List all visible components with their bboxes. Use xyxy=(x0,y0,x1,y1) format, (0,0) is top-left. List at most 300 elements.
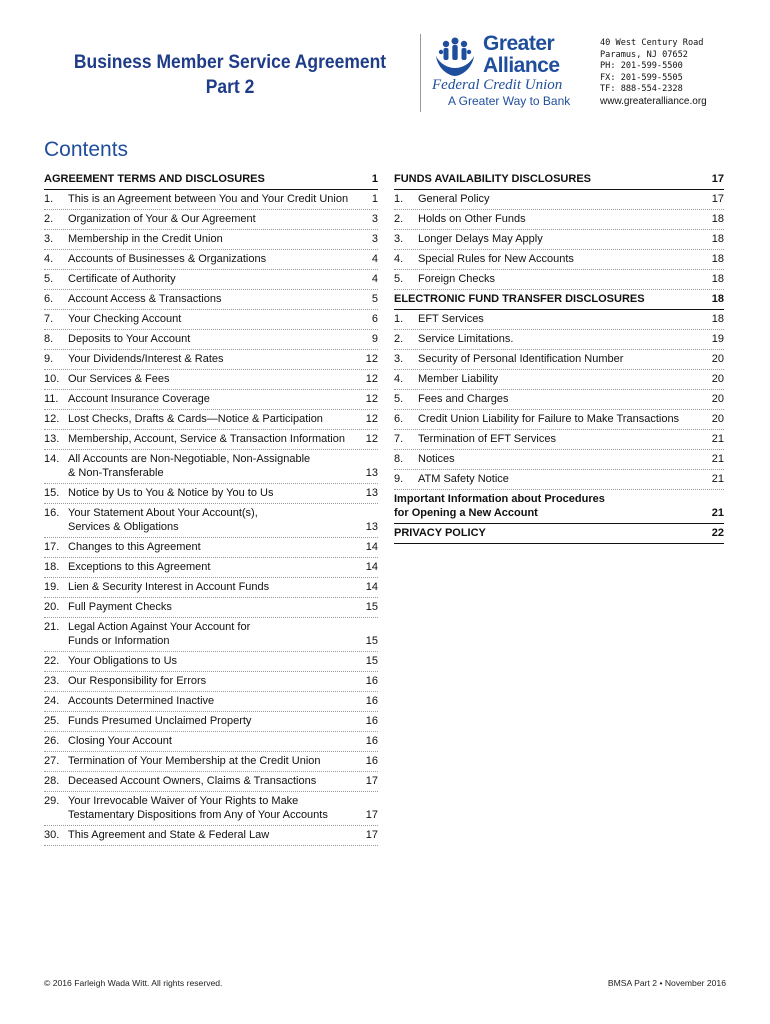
toc-section-heading xyxy=(394,524,724,544)
toc-entry-text xyxy=(44,412,362,426)
toc-entry-number: 14. xyxy=(44,453,60,465)
toc-entry xyxy=(44,310,378,330)
toc-entry-text xyxy=(44,172,368,186)
toc-entry-number: 26. xyxy=(44,735,60,747)
toc-entry xyxy=(44,504,378,538)
toc-entry-label-line: Testamentary Dispositions from Any of Your Accounts xyxy=(68,809,328,821)
toc-entry-label xyxy=(68,714,362,728)
toc-entry-label xyxy=(418,212,708,226)
toc-entry-number: 10. xyxy=(44,373,60,385)
toc-entry xyxy=(44,270,378,290)
toc-entry-label xyxy=(394,526,708,540)
toc-entry xyxy=(44,558,378,578)
toc-entry xyxy=(394,350,724,370)
toc-entry-number: 2. xyxy=(394,333,404,345)
title-line-2: Part 2 xyxy=(205,77,255,98)
toc-page-number: 3 xyxy=(371,213,378,225)
toc-entry xyxy=(44,370,378,390)
toc-entry-text xyxy=(44,620,362,648)
toc-page-number: 4 xyxy=(371,253,378,265)
toc-entry-label xyxy=(68,372,362,386)
logo-subtitle: Federal Credit Union xyxy=(432,77,563,93)
toc-entry-text xyxy=(394,192,708,206)
toc-right-column xyxy=(394,170,724,544)
toc-entry-number: 15. xyxy=(44,487,60,499)
toc-entry-label-line: for Opening a New Account xyxy=(394,507,538,519)
toc-entry-number: 4. xyxy=(44,253,54,265)
toc-entry-label-line: Lost Checks, Drafts & Cards—Notice & Participation xyxy=(68,413,323,425)
toc-entry-number: 22. xyxy=(44,655,60,667)
toc-entry-number: 3. xyxy=(44,233,54,245)
toc-entry-label-line: Our Services & Fees xyxy=(68,373,170,385)
toc-entry xyxy=(44,652,378,672)
toc-entry-label xyxy=(68,674,362,688)
logo-tagline: A Greater Way to Bank xyxy=(448,94,571,108)
toc-entry xyxy=(394,390,724,410)
toc-entry-text xyxy=(394,352,708,366)
toc-entry-number: 5. xyxy=(394,273,404,285)
toc-entry-label-line: FUNDS AVAILABILITY DISCLOSURES xyxy=(394,173,591,185)
toc-left-column xyxy=(44,170,378,846)
toc-entry xyxy=(44,792,378,826)
toc-entry xyxy=(44,752,378,772)
toc-entry-label xyxy=(68,754,362,768)
toc-entry-label-line: Security of Personal Identification Number xyxy=(418,353,624,365)
toc-entry-label-line: Foreign Checks xyxy=(418,273,496,285)
toc-entry-number: 5. xyxy=(44,273,54,285)
toc-entry-label xyxy=(68,774,362,788)
toc-page-number: 15 xyxy=(365,601,378,613)
toc-entry xyxy=(44,772,378,792)
toc-page-number: 6 xyxy=(371,313,378,325)
toc-entry-number: 16. xyxy=(44,507,60,519)
toc-entry-text xyxy=(394,432,708,446)
toc-entry-label xyxy=(418,412,708,426)
toc-entry-label xyxy=(418,472,708,486)
toc-entry-label xyxy=(68,828,362,842)
toc-entry-label-line: Your Checking Account xyxy=(68,313,182,325)
toc-page-number: 17 xyxy=(365,775,378,787)
toc-page-number: 13 xyxy=(365,467,378,479)
toc-entry-label-line: Termination of EFT Services xyxy=(418,433,556,445)
logo-word-greater: Greater xyxy=(483,32,555,55)
toc-entry-text xyxy=(394,472,708,486)
toc-page-number: 12 xyxy=(365,413,378,425)
toc-entry xyxy=(44,578,378,598)
toc-entry-text xyxy=(44,486,362,500)
toc-entry-label-line: Funds Presumed Unclaimed Property xyxy=(68,715,252,727)
toc-entry-label-line: Accounts Determined Inactive xyxy=(68,695,215,707)
toc-page-number: 4 xyxy=(371,273,378,285)
toc-entry xyxy=(44,598,378,618)
toc-page-number: 9 xyxy=(371,333,378,345)
toc-entry-label-line: Our Responsibility for Errors xyxy=(68,675,207,687)
toc-entry-label xyxy=(418,432,708,446)
toc-entry-label-line: ATM Safety Notice xyxy=(418,473,509,485)
address-city: Paramus, NJ 07652 xyxy=(600,49,688,60)
toc-entry-label xyxy=(68,540,362,554)
toc-entry-label-line: Notices xyxy=(418,453,455,465)
toc-page-number: 22 xyxy=(711,527,724,539)
toc-section-heading xyxy=(394,490,724,524)
toc-entry-label xyxy=(68,292,368,306)
toc-entry-text xyxy=(394,212,708,226)
toc-page-number: 17 xyxy=(711,193,724,205)
toc-page-number: 21 xyxy=(711,433,724,445)
toc-page-number: 18 xyxy=(711,293,724,305)
toc-entry-text xyxy=(44,828,362,842)
toc-page-number: 16 xyxy=(365,715,378,727)
toc-entry-text xyxy=(44,506,362,534)
toc-entry-label-line: Your Irrevocable Waiver of Your Rights to Make xyxy=(68,795,299,807)
toc-entry-number: 28. xyxy=(44,775,60,787)
toc-entry-label-line: Credit Union Liability for Failure to Make Transactions xyxy=(418,413,680,425)
toc-entry xyxy=(44,350,378,370)
toc-entry-number: 4. xyxy=(394,253,404,265)
toc-page-number: 21 xyxy=(711,507,724,519)
toc-entry-number: 27. xyxy=(44,755,60,767)
toc-page-number: 17 xyxy=(711,173,724,185)
toc-entry-label xyxy=(68,312,368,326)
toc-entry-number: 9. xyxy=(44,353,54,365)
toc-entry-label-line: Termination of Your Membership at the Credit Union xyxy=(68,755,321,767)
toc-entry-label-line: Changes to this Agreement xyxy=(68,541,201,553)
toc-entry-label-line: Services & Obligations xyxy=(68,521,179,533)
toc-entry-label-line: Longer Delays May Apply xyxy=(418,233,543,245)
toc-entry-label-line: General Policy xyxy=(418,193,490,205)
toc-page-number: 20 xyxy=(711,393,724,405)
toc-page-number: 18 xyxy=(711,273,724,285)
toc-entry xyxy=(394,210,724,230)
toc-entry-label xyxy=(418,452,708,466)
toc-entry-text xyxy=(44,600,362,614)
toc-entry-label-line: This is an Agreement between You and Your Credit Union xyxy=(68,193,349,205)
toc-page-number: 18 xyxy=(711,253,724,265)
footer-doc-ref: BMSA Part 2 • November 2016 xyxy=(607,978,726,988)
toc-page-number: 1 xyxy=(371,193,378,205)
toc-entry-text xyxy=(44,292,368,306)
toc-entry xyxy=(44,826,378,846)
toc-entry-label-line: Lien & Security Interest in Account Funds xyxy=(68,581,270,593)
toc-entry-text xyxy=(394,392,708,406)
toc-entry-text xyxy=(44,674,362,688)
toc-entry-text xyxy=(44,560,362,574)
toc-entry-number: 12. xyxy=(44,413,60,425)
toc-page-number: 5 xyxy=(371,293,378,305)
toc-section-heading xyxy=(394,170,724,190)
toc-entry xyxy=(44,410,378,430)
toc-section-heading xyxy=(44,170,378,190)
toc-entry-number: 17. xyxy=(44,541,60,553)
toc-entry-number: 7. xyxy=(394,433,404,445)
toc-entry-label-line: Exceptions to this Agreement xyxy=(68,561,211,573)
toc-entry-label xyxy=(68,794,362,822)
toc-entry-label xyxy=(68,620,362,648)
toc-page-number: 12 xyxy=(365,353,378,365)
toc-entry-text xyxy=(394,412,708,426)
footer-copyright: © 2016 Farleigh Wada Witt. All rights reserved. xyxy=(44,978,223,988)
toc-entry xyxy=(44,672,378,692)
toc-entry xyxy=(394,230,724,250)
toc-entry-label xyxy=(68,452,362,480)
toc-entry xyxy=(44,210,378,230)
toc-entry-text xyxy=(394,292,708,306)
toc-entry-number: 2. xyxy=(394,213,404,225)
toc-entry-text xyxy=(44,754,362,768)
toc-entry-number: 7. xyxy=(44,313,54,325)
toc-entry-text xyxy=(44,372,362,386)
toc-entry-number: 4. xyxy=(394,373,404,385)
toc-entry-text xyxy=(44,580,362,594)
toc-entry-label-line: Legal Action Against Your Account for xyxy=(68,621,251,633)
toc-entry xyxy=(44,712,378,732)
toc-entry-text xyxy=(394,252,708,266)
toc-entry-label xyxy=(394,292,708,306)
toc-entry-text xyxy=(44,452,362,480)
toc-page-number: 18 xyxy=(711,233,724,245)
toc-page-number: 15 xyxy=(365,655,378,667)
toc-entry xyxy=(394,450,724,470)
toc-entry-text xyxy=(394,332,708,346)
toc-section-heading xyxy=(394,290,724,310)
toc-entry-label xyxy=(68,734,362,748)
toc-page-number: 21 xyxy=(711,453,724,465)
toc-page-number: 20 xyxy=(711,373,724,385)
toc-page-number: 16 xyxy=(365,755,378,767)
toc-entry-number: 6. xyxy=(394,413,404,425)
toc-entry-label-line: All Accounts are Non-Negotiable, Non-Assignable xyxy=(68,453,311,465)
toc-entry-label xyxy=(68,212,368,226)
toc-entry-label xyxy=(418,372,708,386)
toc-entry-label xyxy=(418,352,708,366)
toc-entry xyxy=(394,430,724,450)
toc-entry-text xyxy=(394,272,708,286)
toc-entry-number: 24. xyxy=(44,695,60,707)
toc-entry-number: 5. xyxy=(394,393,404,405)
toc-entry-text xyxy=(44,734,362,748)
toc-entry-number: 25. xyxy=(44,715,60,727)
toc-entry-label xyxy=(68,694,362,708)
toc-entry-text xyxy=(44,312,368,326)
address-tollfree: TF: 888-554-2328 xyxy=(600,84,683,95)
toc-entry-label xyxy=(68,654,362,668)
toc-entry xyxy=(44,618,378,652)
toc-entry-label-line: Fees and Charges xyxy=(418,393,509,405)
toc-entry-label-line: AGREEMENT TERMS AND DISCLOSURES xyxy=(44,173,265,185)
toc-entry-label xyxy=(418,232,708,246)
toc-entry-label xyxy=(418,392,708,406)
toc-entry-text xyxy=(44,794,362,822)
toc-entry-label xyxy=(418,272,708,286)
toc-entry xyxy=(394,250,724,270)
toc-entry-text xyxy=(44,392,362,406)
toc-page-number: 20 xyxy=(711,353,724,365)
toc-entry-text xyxy=(44,192,368,206)
toc-entry-label xyxy=(68,332,368,346)
toc-entry-text xyxy=(44,272,368,286)
toc-entry-text xyxy=(394,492,708,520)
toc-entry-number: 21. xyxy=(44,621,60,633)
toc-entry-label xyxy=(68,600,362,614)
address-phone: PH: 201-599-5500 xyxy=(600,61,683,72)
toc-entry-number: 8. xyxy=(394,453,404,465)
toc-page-number: 18 xyxy=(711,313,724,325)
toc-entry-label-line: ELECTRONIC FUND TRANSFER DISCLOSURES xyxy=(394,293,645,305)
toc-page-number: 17 xyxy=(365,809,378,821)
toc-entry-label-line: Full Payment Checks xyxy=(68,601,172,613)
toc-entry-label-line: Your Statement About Your Account(s), xyxy=(68,507,258,519)
toc-entry-label xyxy=(68,580,362,594)
address-block xyxy=(600,38,707,108)
toc-entry xyxy=(44,450,378,484)
toc-page-number: 13 xyxy=(365,487,378,499)
contents-heading: Contents xyxy=(44,138,129,161)
toc-entry-label xyxy=(68,232,368,246)
toc-entry-label xyxy=(68,392,362,406)
toc-entry-label-line: Certificate of Authority xyxy=(68,273,176,285)
toc-page-number: 14 xyxy=(365,561,378,573)
toc-page-number: 14 xyxy=(365,581,378,593)
toc-entry-number: 30. xyxy=(44,829,60,841)
toc-entry-label xyxy=(68,412,362,426)
toc-entry xyxy=(44,430,378,450)
toc-entry-number: 3. xyxy=(394,233,404,245)
toc-entry-text xyxy=(394,172,708,186)
toc-entry-label-line: Deceased Account Owners, Claims & Transactions xyxy=(68,775,317,787)
toc-entry-text xyxy=(44,212,368,226)
toc-entry-text xyxy=(44,352,362,366)
toc-entry-number: 23. xyxy=(44,675,60,687)
title-line-1: Business Member Service Agreement xyxy=(73,52,387,73)
toc-entry-number: 29. xyxy=(44,795,60,807)
toc-entry-number: 1. xyxy=(394,313,404,325)
header-divider xyxy=(420,34,421,112)
toc-page-number: 20 xyxy=(711,413,724,425)
toc-entry-text xyxy=(394,372,708,386)
toc-page-number: 14 xyxy=(365,541,378,553)
toc-entry-label-line: Member Liability xyxy=(418,373,499,385)
toc-entry-label xyxy=(68,486,362,500)
toc-entry-label-line: Service Limitations. xyxy=(418,333,514,345)
toc-page-number: 16 xyxy=(365,735,378,747)
toc-entry xyxy=(44,250,378,270)
toc-entry-label xyxy=(68,432,362,446)
toc-entry-number: 1. xyxy=(44,193,54,205)
toc-entry xyxy=(394,190,724,210)
toc-page-number: 3 xyxy=(371,233,378,245)
toc-entry-label-line: Your Obligations to Us xyxy=(68,655,178,667)
toc-entry-number: 9. xyxy=(394,473,404,485)
toc-entry xyxy=(44,732,378,752)
toc-entry-text xyxy=(44,432,362,446)
toc-entry-label xyxy=(68,560,362,574)
toc-entry-label-line: Organization of Your & Our Agreement xyxy=(68,213,256,225)
toc-entry-number: 3. xyxy=(394,353,404,365)
toc-page-number: 21 xyxy=(711,473,724,485)
toc-page-number: 18 xyxy=(711,213,724,225)
toc-entry-text xyxy=(44,654,362,668)
toc-entry-number: 1. xyxy=(394,193,404,205)
toc-page-number: 1 xyxy=(371,173,378,185)
toc-entry-number: 6. xyxy=(44,293,54,305)
toc-page-number: 13 xyxy=(365,521,378,533)
address-street: 40 West Century Road xyxy=(600,38,704,48)
toc-entry-number: 20. xyxy=(44,601,60,613)
toc-entry-number: 18. xyxy=(44,561,60,573)
toc-entry-text xyxy=(394,526,708,540)
toc-entry xyxy=(44,538,378,558)
toc-page-number: 17 xyxy=(365,829,378,841)
toc-entry-label-line: Membership in the Credit Union xyxy=(68,233,223,245)
toc-entry-label xyxy=(68,352,362,366)
toc-entry xyxy=(394,310,724,330)
toc-entry-label xyxy=(418,192,708,206)
toc-page-number: 12 xyxy=(365,433,378,445)
toc-entry-text xyxy=(44,694,362,708)
toc-entry-label xyxy=(418,312,708,326)
toc-entry-label-line: Your Dividends/Interest & Rates xyxy=(68,353,224,365)
toc-entry-number: 13. xyxy=(44,433,60,445)
address-website: www.greateralliance.org xyxy=(600,95,707,107)
toc-entry xyxy=(44,390,378,410)
family-hands-icon xyxy=(432,34,478,78)
toc-page-number: 16 xyxy=(365,675,378,687)
toc-entry xyxy=(44,330,378,350)
toc-entry-label-line: Special Rules for New Accounts xyxy=(418,253,574,265)
toc-entry-label-line: & Non-Transferable xyxy=(68,467,164,479)
toc-entry-label xyxy=(394,492,708,520)
toc-entry-text xyxy=(394,452,708,466)
toc-entry-label-line: Closing Your Account xyxy=(68,735,172,747)
toc-entry-text xyxy=(44,252,368,266)
toc-entry-label xyxy=(68,272,368,286)
toc-entry-label-line: Deposits to Your Account xyxy=(68,333,191,345)
toc-entry-label-line: Funds or Information xyxy=(68,635,170,647)
toc-page-number: 16 xyxy=(365,695,378,707)
toc-entry xyxy=(394,370,724,390)
toc-entry xyxy=(44,190,378,210)
toc-entry xyxy=(394,410,724,430)
toc-entry-text xyxy=(44,232,368,246)
toc-entry-label xyxy=(418,332,708,346)
toc-entry-number: 2. xyxy=(44,213,54,225)
address-fax: FX: 201-599-5505 xyxy=(600,72,683,83)
logo-word-alliance: Alliance xyxy=(483,54,560,77)
toc-entry-text xyxy=(44,332,368,346)
toc-entry-text xyxy=(44,774,362,788)
toc-entry xyxy=(44,692,378,712)
toc-entry-text xyxy=(44,540,362,554)
toc-entry xyxy=(44,484,378,504)
toc-entry-label-line: Holds on Other Funds xyxy=(418,213,526,225)
toc-entry-label-line: Account Insurance Coverage xyxy=(68,393,210,405)
toc-entry-label xyxy=(68,252,368,266)
document-title xyxy=(40,50,420,100)
toc-entry-label-line: Notice by Us to You & Notice by You to Us xyxy=(68,487,274,499)
toc-entry-label-line: Important Information about Procedures xyxy=(394,493,605,505)
toc-entry-number: 8. xyxy=(44,333,54,345)
toc-entry-number: 11. xyxy=(44,393,59,405)
toc-entry xyxy=(394,470,724,490)
toc-entry xyxy=(44,290,378,310)
toc-entry-number: 19. xyxy=(44,581,60,593)
toc-entry-text xyxy=(394,232,708,246)
toc-entry-label xyxy=(418,252,708,266)
toc-entry-text xyxy=(394,312,708,326)
toc-entry-label-line: Account Access & Transactions xyxy=(68,293,222,305)
toc-entry-label xyxy=(68,506,362,534)
toc-entry-label xyxy=(394,172,708,186)
